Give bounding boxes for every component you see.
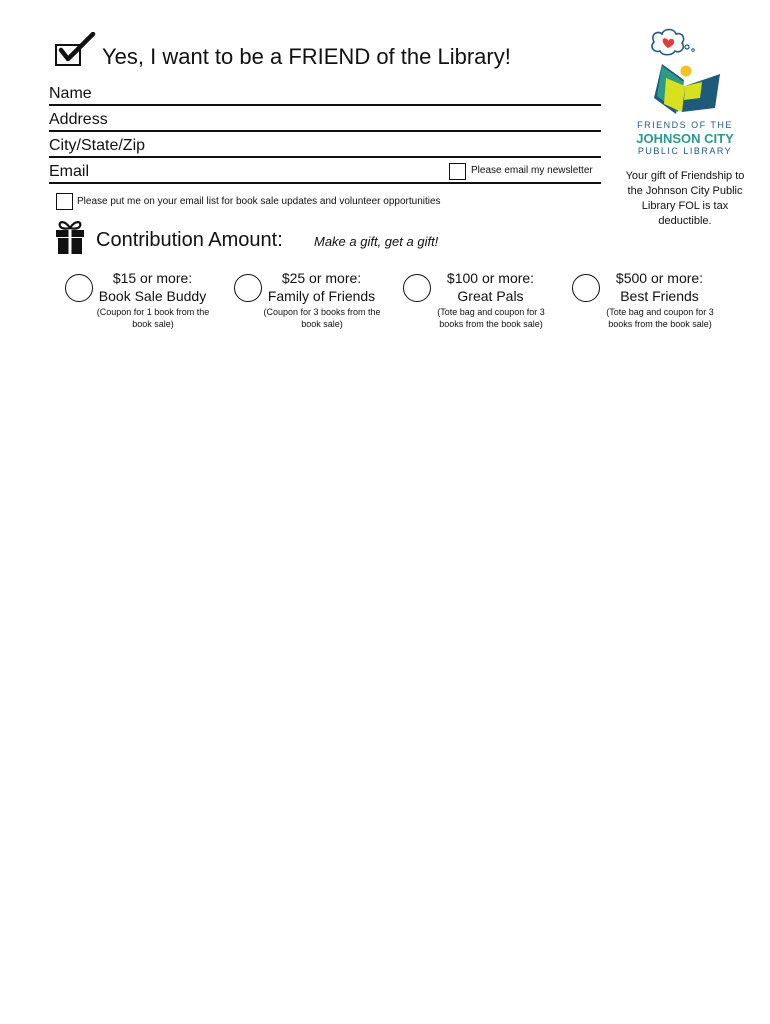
tier-radio[interactable] bbox=[234, 274, 262, 302]
checkmark-icon bbox=[55, 44, 81, 66]
library-logo bbox=[640, 26, 735, 118]
city-state-zip-field[interactable] bbox=[49, 134, 601, 158]
address-field-label: Address bbox=[49, 111, 108, 128]
email-field-label: Email bbox=[49, 163, 90, 180]
logo-text-johnson-city: JOHNSON CITY bbox=[636, 131, 734, 146]
tier-name: Great Pals bbox=[457, 288, 524, 304]
tier-perk: (Coupon for 3 books from the book sale) bbox=[263, 307, 381, 329]
tier-radio[interactable] bbox=[65, 274, 93, 302]
email-list-checkbox[interactable] bbox=[56, 193, 73, 210]
email-list-checkbox-label: Please put me on your email list for book sale updates and volunteer opportunities bbox=[77, 196, 441, 207]
tax-deductible-note: Your gift of Friendship to the Johnson City Public Library FOL is tax deductible. bbox=[625, 170, 745, 227]
tier-radio[interactable] bbox=[403, 274, 431, 302]
city-state-zip-field-label: City/State/Zip bbox=[49, 137, 146, 154]
tier-option-great-pals[interactable] bbox=[403, 270, 573, 340]
tier-name: Best Friends bbox=[620, 288, 699, 304]
name-field[interactable] bbox=[49, 82, 601, 106]
address-field[interactable] bbox=[49, 108, 601, 132]
name-field-label: Name bbox=[49, 85, 92, 102]
tier-name: Family of Friends bbox=[267, 288, 376, 304]
tier-amount: $25 or more: bbox=[281, 270, 362, 286]
tier-perk: (Tote bag and coupon for 3 books from the book sale) bbox=[606, 307, 714, 329]
newsletter-checkbox[interactable] bbox=[449, 163, 466, 180]
tier-perk: (Coupon for 1 book from the book sale) bbox=[96, 307, 210, 329]
tier-perk: (Tote bag and coupon for 3 books from the book sale) bbox=[437, 307, 545, 329]
tier-option-book-sale-buddy[interactable] bbox=[65, 270, 235, 340]
logo-text-friends-of-the: FRIENDS OF THE bbox=[637, 120, 733, 130]
form-title: Yes, I want to be a FRIEND of the Library! bbox=[102, 44, 511, 69]
contribution-amount-heading: Contribution Amount: bbox=[96, 229, 283, 251]
tier-amount: $500 or more: bbox=[615, 270, 704, 286]
tier-radio[interactable] bbox=[572, 274, 600, 302]
logo-text-public-library: PUBLIC LIBRARY bbox=[637, 146, 733, 156]
contribution-tagline: Make a gift, get a gift! bbox=[314, 234, 439, 249]
newsletter-checkbox-label: Please email my newsletter bbox=[471, 165, 593, 176]
tier-amount: $15 or more: bbox=[112, 270, 193, 286]
tier-name: Book Sale Buddy bbox=[98, 288, 207, 304]
gift-icon bbox=[55, 219, 85, 255]
tier-amount: $100 or more: bbox=[446, 270, 535, 286]
tier-option-best-friends[interactable] bbox=[572, 270, 742, 340]
tier-option-family-of-friends[interactable] bbox=[234, 270, 404, 340]
